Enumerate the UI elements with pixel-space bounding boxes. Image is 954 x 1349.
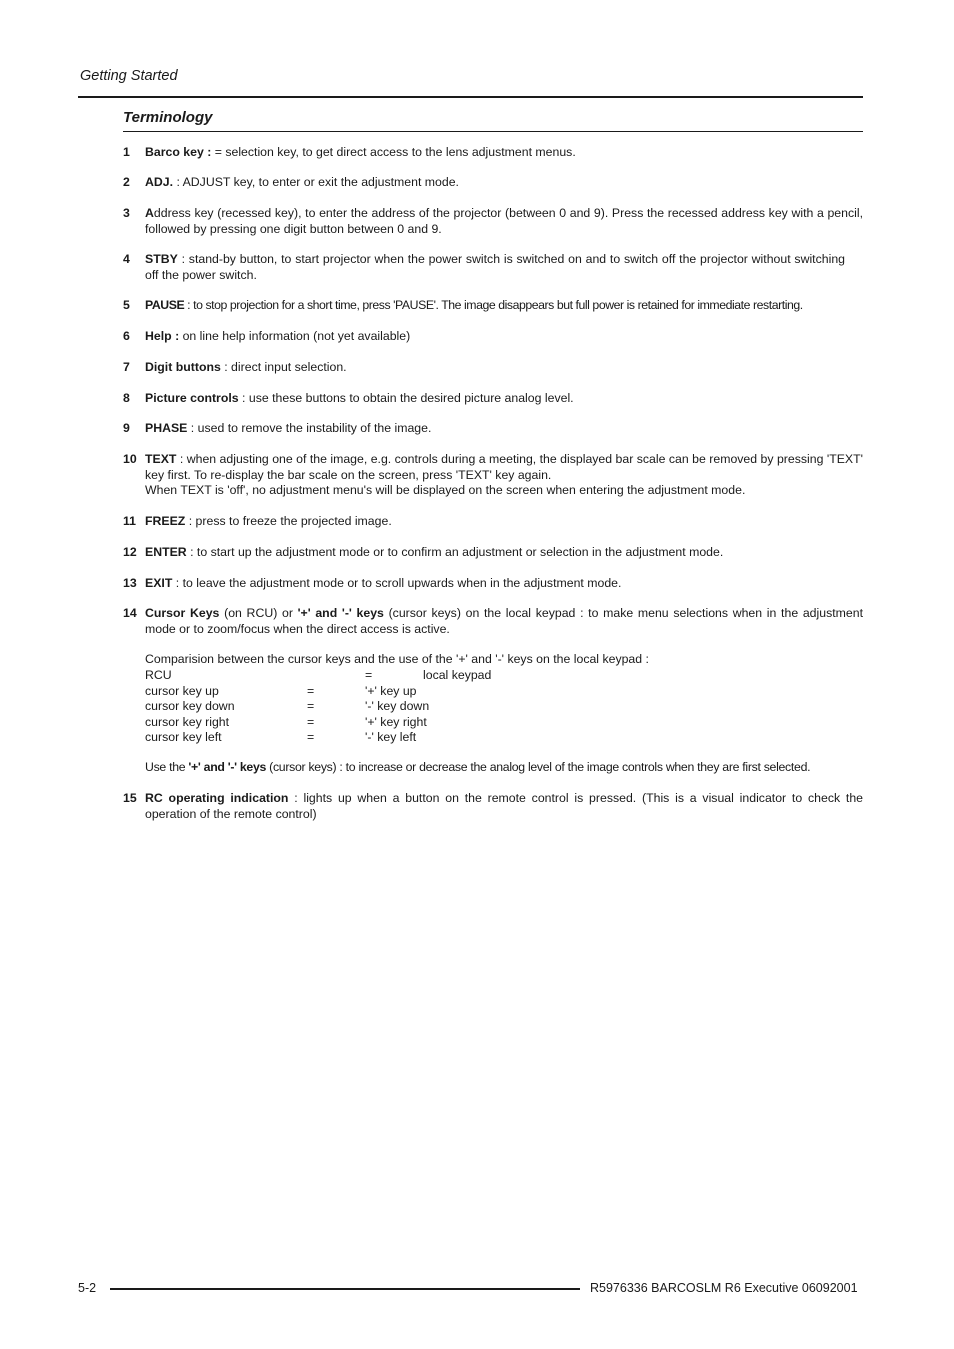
list-item	[123, 145, 863, 161]
comparison-eq: =	[307, 730, 315, 744]
list-item	[123, 360, 863, 376]
item-number: 3	[123, 206, 130, 220]
item-number: 14	[123, 606, 137, 620]
item-key: PHASE	[145, 421, 188, 435]
use-keys-row	[123, 760, 863, 776]
comparison-left: RCU	[145, 668, 172, 682]
use-text: (cursor keys) : to increase or decrease the analog level of the image controls when they are first selected.	[266, 760, 811, 774]
item-number: 6	[123, 329, 130, 343]
item-key: TEXT	[145, 452, 177, 466]
item-text: : direct input selection.	[220, 360, 347, 374]
item-number: 10	[123, 452, 137, 466]
page-number: 5-2	[78, 1281, 97, 1295]
item-text: : stand-by button, to start projector when the power switch is switched on and to switch off the projector without switching off the power switch.	[145, 252, 845, 282]
list-item	[123, 545, 863, 561]
item-text: (cursor keys) on the local keypad : to make menu selections when in the adjustment mode or to zoom/focus when the direct access is active.	[145, 606, 863, 636]
comparison-right: '+' key right	[365, 714, 427, 729]
item-number: 12	[123, 545, 137, 559]
item-key: Cursor Keys	[145, 606, 220, 620]
item-extra-text: When TEXT is 'off', no adjustment menu's will be displayed on the screen when entering the adjustment mode.	[145, 483, 746, 497]
item-key: Barco key :	[145, 145, 212, 159]
item-key: ADJ.	[145, 175, 174, 189]
comparison-intro-row	[123, 652, 863, 668]
item-key: Help :	[145, 329, 180, 343]
comparison-left: cursor key up	[145, 683, 219, 698]
item-number: 4	[123, 252, 130, 266]
list-item	[123, 576, 863, 592]
item-text: : to start up the adjustment mode or to confirm an adjustment or selection in the adjustment mode.	[186, 545, 724, 559]
footer-rule	[110, 1288, 580, 1290]
item-number: 8	[123, 391, 130, 405]
item-text: : to stop projection for a short time, press 'PAUSE'. The image disappears but full power is retained for immediate restarting.	[184, 298, 803, 312]
item-text: : press to freeze the projected image.	[185, 514, 392, 528]
comparison-intro: Comparision between the cursor keys and the use of the '+' and '-' keys on the local keypad :	[145, 652, 649, 666]
use-key: '+' and '-' keys	[188, 760, 267, 774]
document-id: R5976336 BARCOSLM R6 Executive 06092001	[590, 1281, 858, 1295]
item-key: Digit buttons	[145, 360, 221, 374]
comparison-right: '-' key left	[365, 730, 417, 744]
item-number: 1	[123, 145, 130, 159]
list-item	[123, 175, 863, 191]
header-title: Getting Started	[80, 68, 178, 84]
comparison-left: cursor key down	[145, 699, 235, 713]
item-text-a: (on RCU) or	[219, 606, 298, 620]
list-item	[123, 514, 863, 530]
comparison-left: cursor key left	[145, 730, 222, 744]
list-item	[123, 329, 863, 345]
comparison-eq: =	[307, 699, 315, 713]
item-key: FREEZ	[145, 514, 186, 528]
comparison-left: cursor key right	[145, 714, 230, 729]
item-key-b: '+' and '-' keys	[297, 606, 384, 620]
section-rule	[123, 131, 863, 132]
item-text: ddress key (recessed key), to enter the address of the projector (between 0 and 9). Press the recessed address key with a pencil, followed by pressing one digit button between 0 and 9.	[145, 206, 863, 236]
comparison-right: '+' key up	[365, 683, 417, 698]
comparison-right: local keypad	[423, 668, 492, 682]
item-number: 11	[123, 514, 136, 528]
item-key: PAUSE	[145, 298, 185, 312]
comparison-eq: =	[365, 668, 373, 682]
item-text: on line help information (not yet available)	[179, 329, 411, 343]
comparison-eq: =	[307, 714, 315, 729]
item-text: : to leave the adjustment mode or to scroll upwards when in the adjustment mode.	[172, 576, 622, 590]
list-item	[123, 452, 863, 499]
list-item	[123, 252, 863, 283]
item-number: 15	[123, 791, 137, 805]
item-number: 2	[123, 175, 130, 189]
item-text: : when adjusting one of the image, e.g. controls during a meeting, the displayed bar scale can be removed by pressing 'TEXT' key first. To re-display the bar scale on the screen, press 'TEXT' key again.	[145, 452, 863, 482]
list-item	[123, 391, 863, 407]
comparison-right: '-' key down	[365, 699, 430, 713]
section-title: Terminology	[123, 109, 213, 126]
item-key: ENTER	[145, 545, 187, 559]
item-key: A	[145, 206, 154, 220]
item-key: RC operating indication	[145, 791, 289, 805]
header-rule	[78, 96, 863, 98]
item-key: EXIT	[145, 576, 173, 590]
list-item	[123, 606, 863, 637]
list-item	[123, 421, 863, 437]
item-text: : used to remove the instability of the image.	[187, 421, 432, 435]
item-key: STBY	[145, 252, 178, 266]
item-text: : ADJUST key, to enter or exit the adjustment mode.	[173, 175, 459, 189]
item-text: : lights up when a button on the remote control is pressed. (This is a visual indicator to check the operation of the remote control)	[145, 791, 863, 821]
item-number: 9	[123, 421, 130, 435]
list-item	[123, 206, 863, 237]
item-text: : use these buttons to obtain the desired picture analog level.	[238, 391, 574, 405]
list-item	[123, 298, 863, 314]
list-item	[123, 791, 863, 822]
item-number: 13	[123, 576, 137, 590]
item-key: Picture controls	[145, 391, 239, 405]
item-text: = selection key, to get direct access to the lens adjustment menus.	[211, 145, 576, 159]
item-number: 7	[123, 360, 130, 374]
comparison-eq: =	[307, 683, 315, 698]
use-prefix: Use the	[145, 760, 189, 774]
item-number: 5	[123, 298, 130, 312]
